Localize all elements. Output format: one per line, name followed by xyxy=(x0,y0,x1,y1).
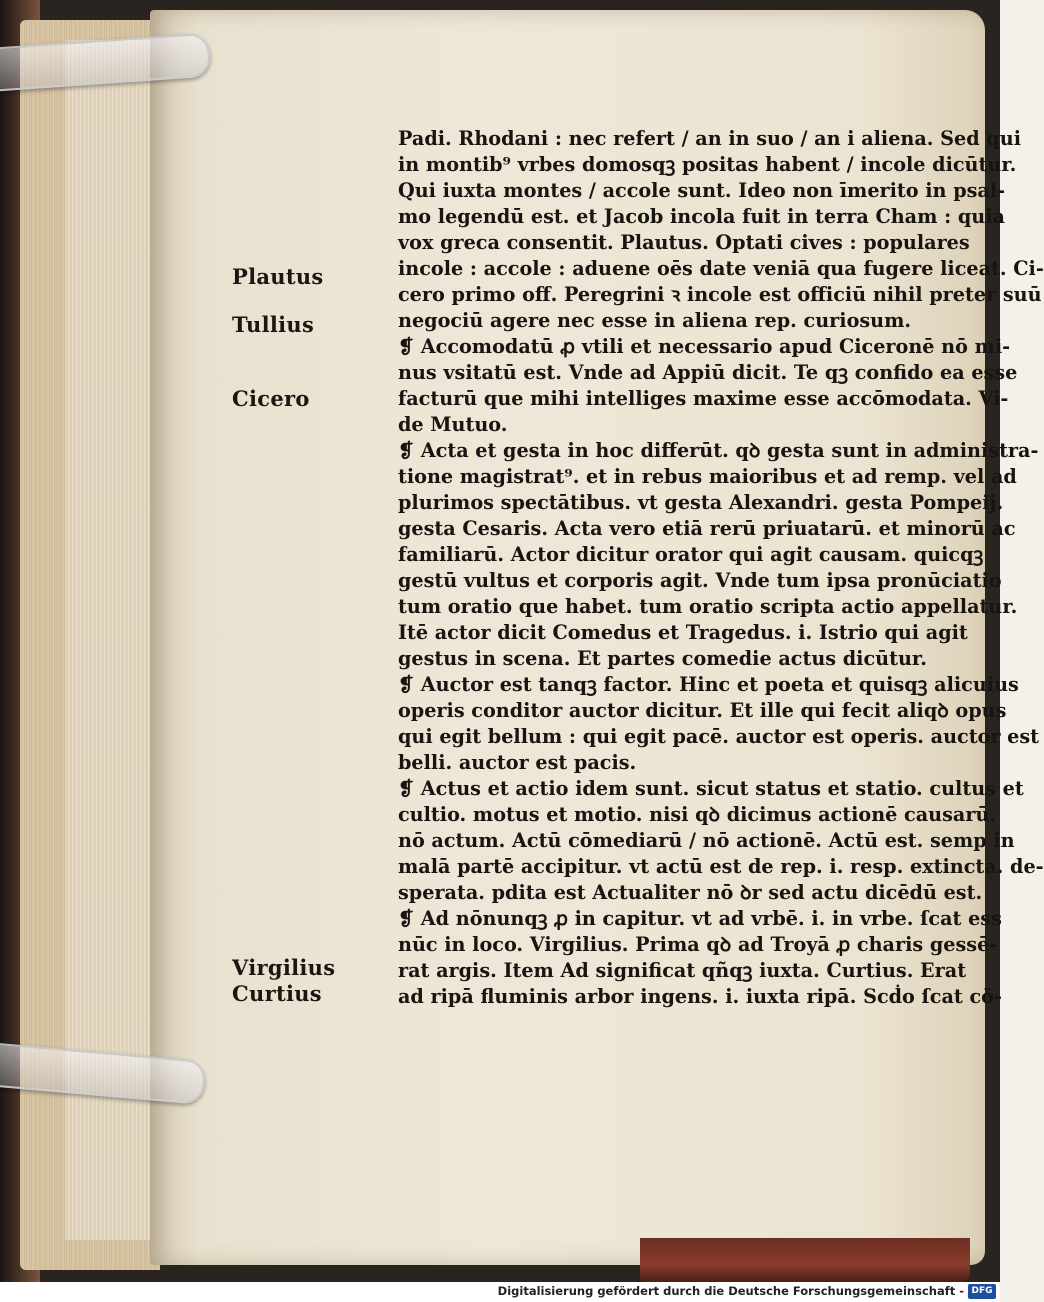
text-line: operis conditor auctor dicitur. Et ille qui fecit aliqꝺ opus xyxy=(398,699,1007,722)
funding-credit: Digitalisierung gefördert durch die Deutsche Forschungsgemeinschaft - xyxy=(497,1284,964,1298)
text-line: nus vsitatū est. Vnde ad Appiū dicit. Te qꝫ confido ea esse xyxy=(398,361,1018,384)
text-line: plurimos spectātibus. vt gesta Alexandri. gesta Pompeij. xyxy=(398,491,1004,514)
text-line: negociū agere nec esse in aliena rep. curiosum. xyxy=(398,309,912,332)
text-line: familiarū. Actor dicitur orator qui agit causam. quicqꝫ xyxy=(398,543,984,566)
margin-note-tullius: Tullius xyxy=(232,312,315,337)
text-line: ❡ Actus et actio idem sunt. sicut status et statio. cultus et xyxy=(398,777,1024,800)
text-line: vox greca consentit. Plautus. Optati cives : populares xyxy=(398,231,970,254)
text-line: Qui iuxta montes / accole sunt. Ideo non īmerito in psal- xyxy=(398,179,1006,202)
text-line: malā partē accipitur. vt actū est de rep. i. resp. extincta. de- xyxy=(398,855,1044,878)
digitization-footer xyxy=(0,1282,1000,1302)
text-line: ❡ Ad nōnunqꝫ ꝓ in capitur. vt ad vrbē. i. in vrbe. ſcat ess xyxy=(398,907,1002,930)
text-line: tione magistrat⁹. et in rebus maioribus et ad remp. vel ad xyxy=(398,465,1017,488)
text-line: nūc in loco. Virgilius. Prima qꝺ ad Troyā ꝓ charis gessē- xyxy=(398,933,998,956)
text-line: nō actum. Actū cōmediarū / nō actionē. Actū est. semp in xyxy=(398,829,1015,852)
leather-binding xyxy=(640,1238,970,1282)
margin-note-virgilius: Virgilius xyxy=(232,955,336,980)
text-line: rat argis. Item Ad significat qñqꝫ iuxta. Curtius. Erat xyxy=(398,959,967,982)
text-line: incole : accole : aduene oēs date veniā qua fugere liceat. Ci- xyxy=(398,257,1044,280)
text-line: Padi. Rhodani : nec refert / an in suo / an i aliena. Sed qui xyxy=(398,127,1021,150)
body-text xyxy=(398,126,1044,1010)
text-line: gestū vultus et corporis agit. Vnde tum ipsa pronūciatio xyxy=(398,569,1002,592)
text-line: facturū que mihi intelliges maxime esse accōmodata. Vi- xyxy=(398,387,1009,410)
text-line: mo legendū est. et Jacob incola fuit in terra Cham : quia xyxy=(398,205,1005,228)
text-line: ❡ Accomodatū ꝓ vtili et necessario apud Ciceronē nō mi- xyxy=(398,335,1011,358)
text-line: qui egit bellum : qui egit pacē. auctor est operis. auctor est xyxy=(398,725,1040,748)
text-line: ad ripā fluminis arbor ingens. i. iuxta ripā. Scḋo ſcat cō- xyxy=(398,985,1002,1008)
text-line: gestus in scena. Et partes comedie actus dicūtur. xyxy=(398,647,927,670)
text-line: cultio. motus et motio. nisi qꝺ dicimus actionē causarū. xyxy=(398,803,997,826)
text-line: ❡ Auctor est tanqꝫ factor. Hinc et poeta et quisqꝫ alicuius xyxy=(398,673,1019,696)
text-line: gesta Cesaris. Acta vero etiā rerū priuatarū. et minorū ac xyxy=(398,517,1016,540)
text-line: Itē actor dicit Comedus et Tragedus. i. Istrio qui agit xyxy=(398,621,968,644)
text-line: cero primo off. Peregrini ꝛ incole est officiū nihil preter suū xyxy=(398,283,1042,306)
margin-note-curtius: Curtius xyxy=(232,981,322,1006)
text-line: belli. auctor est pacis. xyxy=(398,751,637,774)
margin-note-plautus: Plautus xyxy=(232,264,324,289)
text-line: ❡ Acta et gesta in hoc differūt. qꝺ gesta sunt in administra- xyxy=(398,439,1039,462)
text-line: de Mutuo. xyxy=(398,413,508,436)
dfg-logo: DFG xyxy=(968,1284,996,1299)
text-line: in montib⁹ vrbes domosqꝫ positas habent / incole dicūtur. xyxy=(398,153,1017,176)
text-line: sperata. pdita est Actualiter nō ꝺr sed actu dicēdū est. xyxy=(398,881,983,904)
margin-note-cicero: Cicero xyxy=(232,386,310,411)
text-line: tum oratio que habet. tum oratio scripta actio appellatur. xyxy=(398,595,1018,618)
